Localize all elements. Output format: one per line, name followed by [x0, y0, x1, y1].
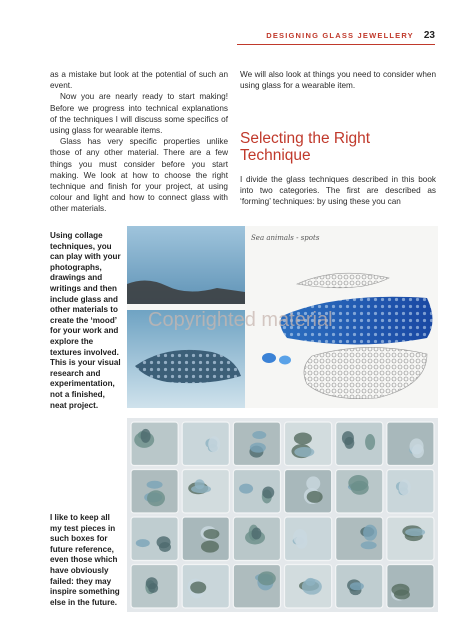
glass-test-piece — [394, 590, 410, 600]
glass-test-piece — [191, 485, 211, 493]
glass-test-piece — [190, 582, 206, 594]
glass-test-piece — [208, 436, 220, 452]
glass-test-piece — [363, 525, 377, 541]
glass-test-piece — [147, 481, 163, 489]
right-paragraph-2: I divide the glass techniques described in this book into two categories. The first are described as ‘forming’ techniques: by using these you can — [240, 175, 436, 207]
header-rule — [237, 44, 435, 45]
box-compartment — [387, 470, 434, 514]
glass-test-piece — [203, 529, 219, 539]
left-paragraph-2: Now you are nearly ready to start making! Before we progress into technical explanations of the techniques I will discuss some specifics of using glass for wearable items. — [50, 92, 228, 136]
storage-box-caption: I like to keep all my test pieces in such boxes for future reference, even those which have obviously failed: they may inspire something else in the future. — [50, 513, 120, 607]
glass-test-piece — [252, 431, 266, 439]
glass-test-piece — [147, 490, 165, 506]
glass-test-piece — [295, 535, 307, 549]
storage-box-photo — [127, 418, 438, 612]
box-compartment — [336, 422, 383, 466]
section-title: Selecting the Right Technique — [240, 130, 371, 164]
glass-test-piece — [307, 491, 323, 503]
box-compartment — [285, 422, 332, 466]
watermark: Copyrighted material — [148, 309, 333, 331]
glass-test-piece — [201, 541, 219, 553]
glass-test-piece — [361, 541, 377, 549]
glass-test-piece — [136, 539, 150, 547]
glass-test-piece — [344, 437, 354, 449]
running-header — [266, 30, 435, 41]
storage-box-illustration — [127, 418, 438, 612]
glass-bead-2 — [279, 356, 291, 365]
glass-test-piece — [159, 542, 171, 552]
box-compartment — [336, 517, 383, 561]
left-paragraph-3: Glass has very specific properties unlike those of any other material. There are a few things you must consider before you start making. We look at how to choose the right technique and finish for your project, at using colour and light and how to connect glass with other materials. — [50, 137, 228, 214]
glass-test-piece — [148, 583, 158, 593]
left-paragraph-1: as a mistake but look at the potential of such an event. — [50, 70, 228, 91]
glass-bead-1 — [262, 353, 276, 363]
glass-test-piece — [251, 528, 261, 540]
glass-test-piece — [141, 429, 151, 443]
glass-test-piece — [306, 476, 320, 490]
left-column — [50, 69, 228, 215]
glass-test-piece — [250, 443, 266, 453]
glass-test-piece — [239, 484, 253, 494]
collage-caption: Using collage techniques, you can play with your photographs, drawings and writings and then include glass and other materials to create the ‘mood’ for your work and explore the textures involved. This is your visual research and experimentation, not a finished, neat project. — [50, 231, 121, 410]
right-column-bottom — [240, 174, 436, 208]
sketch-note: Sea animals - spots — [251, 234, 320, 242]
glass-test-piece — [302, 579, 322, 595]
glass-test-piece — [294, 447, 314, 457]
right-column-top — [240, 69, 436, 91]
glass-test-piece — [262, 487, 274, 499]
glass-test-piece — [294, 433, 312, 445]
glass-test-piece — [350, 582, 364, 590]
right-paragraph-1: We will also look at things you need to consider when using glass for a wearable item. — [240, 70, 436, 91]
box-compartment — [131, 517, 178, 561]
glass-test-piece — [412, 444, 424, 458]
page-number: 23 — [423, 30, 435, 41]
glass-test-piece — [405, 528, 425, 536]
glass-test-piece — [365, 434, 375, 450]
glass-test-piece — [399, 479, 411, 495]
glass-test-piece — [351, 481, 369, 495]
glass-test-piece — [258, 571, 276, 585]
box-compartment — [233, 565, 280, 609]
running-title: DESIGNING GLASS JEWELLERY — [266, 31, 414, 40]
box-compartment — [285, 517, 332, 561]
